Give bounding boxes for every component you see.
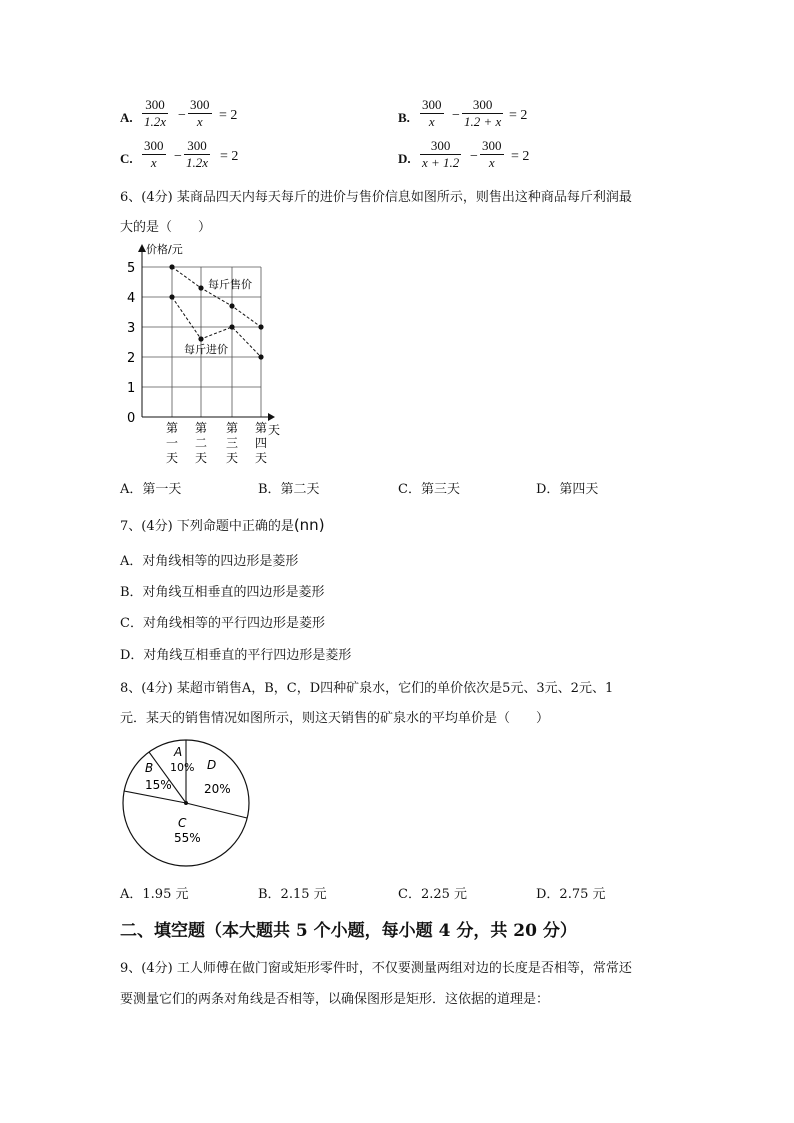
q5-option-label: B. xyxy=(398,110,410,125)
q5-option-label: D. xyxy=(398,151,411,166)
series-label-sell: 每斤售价 xyxy=(208,278,252,291)
pie-divider xyxy=(124,791,186,803)
series-point xyxy=(169,294,174,299)
x-tick-label: 天 xyxy=(195,451,208,465)
x-tick-label: 天 xyxy=(255,451,268,465)
equals-rhs: = 2 xyxy=(509,108,528,123)
fraction: $\frac{300}{x}$ xyxy=(422,97,442,129)
pie-percent-c: 55% xyxy=(174,831,201,845)
series-point xyxy=(198,336,203,341)
q7-option-a[interactable]: A．对角线相等的四边形是菱形 xyxy=(120,554,299,569)
q9-stem-line1: 9、(4分) 工人师傅在做门窗或矩形零件时，不仅要测量两组对边的长度是否相等，常常还 xyxy=(120,961,632,976)
q7-option-c[interactable]: C．对角线相等的平行四边形是菱形 xyxy=(120,616,325,631)
q7-option-d[interactable]: D．对角线互相垂直的平行四边形是菱形 xyxy=(120,648,352,663)
pie-percent-d: 20% xyxy=(204,782,231,796)
pie-chart xyxy=(118,736,258,872)
fraction: $\frac{300}{1.2x}$ xyxy=(144,97,167,129)
series-point xyxy=(229,324,234,329)
chart-axes xyxy=(138,244,275,421)
x-tick-label: 第 xyxy=(166,421,179,435)
q5-option-label: C. xyxy=(120,151,133,166)
y-axis-arrow xyxy=(138,244,146,252)
q7-option-b[interactable]: B．对角线互相垂直的四边形是菱形 xyxy=(120,585,325,600)
q7-stem xyxy=(120,515,325,534)
series-point xyxy=(198,285,203,290)
chart-x-ticks xyxy=(166,421,267,465)
q7-stem-text: 7、(4分) 下列命题中正确的是 xyxy=(120,519,294,534)
x-tick-label: 第 xyxy=(226,421,239,435)
y-tick-label: 0 xyxy=(127,411,136,426)
q8-option-c[interactable]: C．2.25 元 xyxy=(398,887,468,902)
x-tick-label: 第 xyxy=(255,421,268,435)
y-tick-label: 3 xyxy=(127,321,136,336)
fraction: $\frac{300}{x}$ xyxy=(482,138,502,170)
fraction: $\frac{300}{1.2x}$ xyxy=(186,138,209,170)
pie-center-dot xyxy=(184,801,188,805)
q6-stem-line1: 6、(4分) 某商品四天内每天每斤的进价与售价信息如图所示，则售出这种商品每斤利润最 xyxy=(120,190,632,205)
q8-option-d[interactable]: D．2.75 元 xyxy=(536,887,606,902)
equals-rhs: = 2 xyxy=(220,149,239,164)
pie-divider xyxy=(186,803,247,818)
q7-answer-paren: (nn) xyxy=(293,516,325,534)
y-tick-label: 4 xyxy=(127,291,136,306)
y-axis-label: 价格/元 xyxy=(146,243,183,256)
x-tick-label: 二 xyxy=(195,436,208,450)
y-tick-label: 5 xyxy=(127,261,136,276)
fraction: $\frac{300}{x + 1.2}$ xyxy=(422,138,460,170)
q6-option-b[interactable]: B．第二天 xyxy=(258,482,320,497)
x-axis-label: 天 xyxy=(268,423,281,437)
y-tick-label: 2 xyxy=(127,351,136,366)
fraction: $\frac{300}{x}$ xyxy=(144,138,164,170)
fraction: $\frac{300}{x}$ xyxy=(190,97,210,129)
minus-sign: − xyxy=(452,108,460,123)
q9-stem-line2: 要测量它们的两条对角线是否相等，以确保图形是矩形．这依据的道理是： xyxy=(120,992,550,1007)
chart-y-ticks xyxy=(127,261,135,426)
q8-option-a[interactable]: A．1.95 元 xyxy=(120,887,189,902)
q6-stem-line2: 大的是（ ） xyxy=(120,220,212,235)
x-tick-label: 四 xyxy=(255,436,268,450)
q8-stem-line2: 元．某天的销售情况如图所示，则这天销售的矿泉水的平均单价是（ ） xyxy=(120,711,550,726)
q5-option-label: A. xyxy=(120,110,133,125)
series-point xyxy=(169,264,174,269)
x-tick-label: 三 xyxy=(226,436,239,450)
minus-sign: − xyxy=(470,149,478,164)
equals-rhs: = 2 xyxy=(219,108,238,123)
section-title: 二、填空题（本大题共 5 个小题，每小题 4 分，共 20 分） xyxy=(120,921,577,941)
pie-label-a: A xyxy=(174,745,183,759)
x-tick-label: 天 xyxy=(166,451,179,465)
series-point xyxy=(229,303,234,308)
q6-option-c[interactable]: C．第三天 xyxy=(398,482,460,497)
pie-label-c: C xyxy=(178,816,187,830)
x-tick-label: 第 xyxy=(195,421,208,435)
price-line-chart xyxy=(118,236,298,468)
equals-rhs: = 2 xyxy=(511,149,530,164)
x-tick-label: 天 xyxy=(226,451,239,465)
q6-option-a[interactable]: A．第一天 xyxy=(120,482,182,497)
q6-option-d[interactable]: D．第四天 xyxy=(536,482,599,497)
pie-percent-b: 15% xyxy=(145,778,172,792)
x-axis-arrow xyxy=(268,413,275,421)
series-point xyxy=(258,324,263,329)
minus-sign: − xyxy=(174,149,182,164)
minus-sign: − xyxy=(178,108,186,123)
series-point xyxy=(258,354,263,359)
x-tick-label: 一 xyxy=(166,436,179,450)
fraction: $\frac{300}{1.2 + x}$ xyxy=(464,97,502,129)
y-tick-label: 1 xyxy=(127,381,136,396)
pie-label-b: B xyxy=(145,761,154,775)
q8-option-b[interactable]: B．2.15 元 xyxy=(258,887,327,902)
pie-label-d: D xyxy=(207,758,217,772)
q8-stem-line1: 8、(4分) 某超市销售A，B，C，D四种矿泉水，它们的单价依次是5元、3元、2元、1 xyxy=(120,681,614,696)
pie-percent-a: 10% xyxy=(170,761,195,774)
series-label-buy: 每斤进价 xyxy=(184,343,228,356)
